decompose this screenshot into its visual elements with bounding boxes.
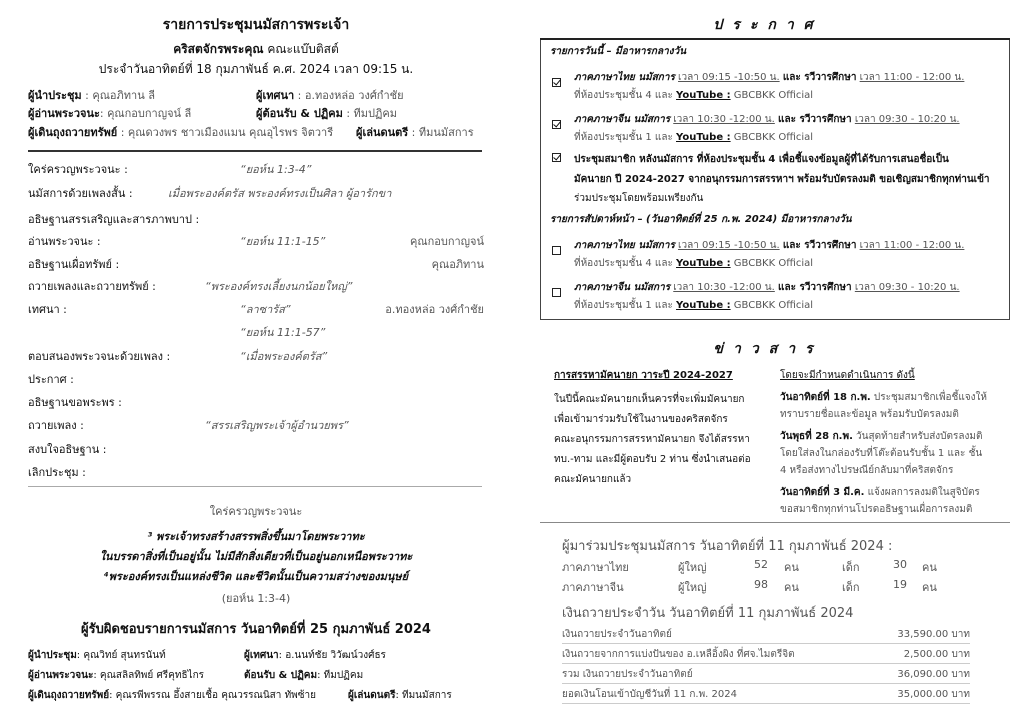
- program-item-label: อธิษฐานสรรเสริญและสารภาพบาป :: [28, 213, 200, 226]
- worship-time: เวลา 10:30 -12:00 น.: [673, 282, 775, 293]
- news-nomination-heading: การสรรหามัคนายก วาระปี 2024-2027: [554, 370, 733, 381]
- next-preacher-row: ผู้เทศนา: อ.นนท์ชัย วิวัฒน์วงศ์ธร: [244, 650, 386, 661]
- offering-amount: 33,590.00 บาท: [897, 629, 970, 640]
- program-item-detail: เมื่อพระองค์ตรัส พระองค์ทรงเป็นศิลา ผู้อารักขา: [168, 187, 392, 200]
- adult-label: ผู้ใหญ่: [678, 561, 707, 574]
- youtube-channel: GBCBKK Official: [730, 132, 814, 143]
- worship-language: ภาคภาษาไทย นมัสการ: [574, 240, 675, 251]
- unit-label: คน: [784, 561, 799, 574]
- youtube-label[interactable]: YouTube :: [676, 300, 731, 311]
- next-welcome-row: ต้อนรับ & ปฏิคม: ทีมปฏิคม: [244, 670, 364, 681]
- meditation-verse-3: ⁴พระองค์ทรงเป็นแหล่งชีวิต และชีวิตนั้นเป็นความสว่างของมนุษย์: [103, 570, 409, 583]
- service-title: รายการประชุมนมัสการพระเจ้า: [162, 17, 350, 33]
- worship-language: ภาคภาษาไทย นมัสการ: [574, 72, 675, 83]
- program-item-detail: “ยอห์น 11:1-15”: [240, 235, 326, 248]
- adult-count: 98: [754, 578, 768, 591]
- program-item-person: คุณอภิทาน: [431, 258, 484, 271]
- divider: [562, 643, 970, 644]
- offering-label: เงินถวายประจำวันอาทิตย์: [562, 629, 672, 640]
- next-reader-row: ผู้อ่านพระวจนะ: คุณสลิลทิพย์ ศรีคุทธิไกร: [28, 670, 204, 681]
- next-music-row: ผู้เล่นดนตรี: ทีมนมัสการ: [348, 690, 452, 701]
- news-title: ข่าวสาร: [713, 341, 823, 357]
- youtube-channel: GBCBKK Official: [730, 300, 814, 311]
- meditation-reference: (ยอห์น 1:3-4): [221, 592, 291, 605]
- offering-amount: 2,500.00 บาท: [903, 649, 970, 660]
- next-leader-row: ผู้นำประชุม: คุณวิทย์ สุนทรนันท์: [28, 650, 166, 661]
- schedule-item: [780, 429, 983, 444]
- announcements-title: ประกาศ: [713, 17, 823, 33]
- schedule-text: ขอสมาชิกทุกท่านโปรดอธิษฐานเผื่อการลงมติ: [780, 504, 973, 515]
- child-label: เด็ก: [842, 561, 860, 574]
- worship-time-line: [574, 112, 960, 127]
- divider: [28, 486, 482, 487]
- program-item-label: อธิษฐานขอพระพร :: [28, 396, 122, 409]
- worship-checkbox: [552, 72, 561, 91]
- checkbox-empty-icon: [552, 246, 561, 255]
- checkbox-empty-icon: [552, 288, 561, 297]
- youtube-label[interactable]: YouTube :: [676, 132, 731, 143]
- worship-time-line: [574, 238, 964, 253]
- sunday-school-label: และ รวีวารศึกษา: [778, 114, 852, 125]
- meditation-heading: ใคร่ครวญพระวจนะ: [209, 505, 303, 518]
- adult-label: ผู้ใหญ่: [678, 581, 707, 594]
- service-date: ประจำวันอาทิตย์ที่ 18 กุมภาพันธ์ ค.ศ. 2024 เวลา 09:15 น.: [98, 62, 414, 76]
- music-row: ผู้เล่นดนตรี : ทีมนมัสการ: [356, 126, 474, 139]
- schedule-text: ทราบรายชื่อและข้อมูล พร้อมรับบัตรลงมติ: [780, 409, 959, 420]
- program-item-detail: “สรรเสริญพระเจ้าผู้อำนวยพร”: [205, 419, 349, 432]
- worship-checkbox: [552, 114, 561, 133]
- worship-place: ที่ห้องประชุมชั้น 1 และ: [574, 300, 677, 311]
- worship-place-line: [574, 130, 813, 145]
- program-item-detail: “เมื่อพระองค์ตรัส”: [240, 350, 328, 363]
- child-count: 19: [893, 578, 907, 591]
- divider: [28, 150, 482, 152]
- worship-place-line: [574, 256, 813, 271]
- program-item-detail: “ยอห์น 1:3-4”: [240, 163, 312, 176]
- checkbox-checked-icon: [552, 153, 561, 162]
- program-item-person: คุณกอบกาญจน์: [410, 235, 484, 248]
- offering-amount: 35,000.00 บาท: [897, 689, 970, 700]
- sunday-school-time: เวลา 11:00 - 12:00 น.: [859, 72, 965, 83]
- sunday-school-time: เวลา 09:30 - 10:20 น.: [854, 282, 960, 293]
- worship-place-line: [574, 298, 813, 313]
- youtube-channel: GBCBKK Official: [730, 258, 814, 269]
- divider: [562, 683, 970, 684]
- schedule-text: แจ้งผลการลงมติในสูจิบัตร: [864, 487, 980, 498]
- next-offering-row: ผู้เดินถุงถวายทรัพย์: คุณรพีพรรณ อึ้งสายเชื้อ คุณวรรณนิสา ทัพซ้าย: [28, 690, 317, 701]
- attendance-group: ภาคภาษาจีน: [562, 581, 624, 594]
- worship-checkbox: [552, 240, 561, 259]
- schedule-text: ประชุมสมาชิกเพื่อชี้แจงให้: [870, 392, 987, 403]
- schedule-text: 4 หรือส่งทางไปรษณีย์กลับมาที่คริสตจักร: [780, 465, 954, 476]
- next-week-heading: รายการสัปดาห์หน้า – (วันอาทิตย์ที่ 25 ก.พ. 2024) มีอาหารกลางวัน: [550, 214, 852, 225]
- attendance-title: ผู้มาร่วมประชุมนมัสการ วันอาทิตย์ที่ 11 กุมภาพันธ์ 2024 :: [562, 539, 893, 554]
- program-item-label: นมัสการด้วยเพลงสั้น :: [28, 187, 133, 200]
- offering-title: เงินถวายประจำวัน วันอาทิตย์ที่ 11 กุมภาพันธ์ 2024: [562, 606, 854, 621]
- announcements-column: [512, 0, 1024, 725]
- program-item-detail: “ลาซารัส”: [240, 303, 291, 316]
- offering-row: ผู้เดินถุงถวายทรัพย์ : คุณดวงพร ชาวเมืองแมน คุณอุไรพร จิตวารี: [28, 126, 334, 139]
- adult-count: 52: [754, 558, 768, 571]
- news-nomination-line: ทบ.-ทาม และมีผู้ตอบรับ 2 ท่าน ซึ่งนำเสนอต่อ: [554, 454, 751, 465]
- youtube-label[interactable]: YouTube :: [676, 90, 731, 101]
- preacher-row: ผู้เทศนา : อ.ทองหล่อ วงศ์กำชัย: [256, 89, 404, 102]
- member-meeting-line-2: มัคนายก ปี 2024-2027 จากอนุกรรมการสรรหาฯ พร้อมรับบัตรลงมติ ขอเชิญสมาชิกทุกท่านเข้า: [574, 174, 990, 185]
- youtube-label[interactable]: YouTube :: [676, 258, 731, 269]
- youtube-channel: GBCBKK Official: [730, 90, 814, 101]
- program-item-label: ถวายเพลง :: [28, 419, 84, 432]
- sunday-school-time: เวลา 11:00 - 12:00 น.: [859, 240, 965, 251]
- reader-row: ผู้อ่านพระวจนะ: คุณกอบกาญจน์ ลี: [28, 107, 192, 120]
- schedule-date: วันอาทิตย์ที่ 18 ก.พ.: [780, 392, 871, 403]
- sunday-school-label: และ รวีวารศึกษา: [782, 240, 857, 251]
- program-item-label: สงบใจอธิษฐาน :: [28, 443, 107, 456]
- sunday-school-label: และ รวีวารศึกษา: [782, 72, 857, 83]
- worship-checkbox: [552, 282, 561, 301]
- worship-place: ที่ห้องประชุมชั้น 4 และ: [574, 90, 677, 101]
- news-nomination-line: คณะอนุกรรมการสรรหามัคนายก จึงได้สรรหา: [554, 434, 750, 445]
- divider: [562, 663, 970, 664]
- worship-place: ที่ห้องประชุมชั้น 1 และ: [574, 132, 677, 143]
- program-item-label: ใคร่ครวญพระวจนะ :: [28, 163, 128, 176]
- news-nomination-line: คณะมัคนายกแล้ว: [554, 474, 632, 485]
- program-item-detail: “พระองค์ทรงเลี้ยงนกน้อยใหญ่”: [205, 280, 353, 293]
- schedule-item: [780, 485, 980, 500]
- news-nomination-line: เพื่อเข้ามาร่วมรับใช้ในงานของคริสตจักร: [554, 414, 728, 425]
- today-heading: รายการวันนี้ – มีอาหารกลางวัน: [550, 46, 687, 57]
- worship-place: ที่ห้องประชุมชั้น 4 และ: [574, 258, 677, 269]
- church-name: คริสตจักรพระคุณ คณะแบ๊บติสต์: [173, 42, 339, 56]
- checkbox-checked-icon: [552, 78, 561, 87]
- next-week-title: ผู้รับผิดชอบรายการนมัสการ วันอาทิตย์ที่ 25 กุมภาพันธ์ 2024: [81, 622, 431, 637]
- attendance-group: ภาคภาษาไทย: [562, 561, 629, 574]
- program-item-label: อธิษฐานเผื่อทรัพย์ :: [28, 258, 120, 271]
- member-meeting-check: [552, 152, 561, 163]
- unit-label: คน: [922, 561, 937, 574]
- program-item-label: อ่านพระวจนะ :: [28, 235, 101, 248]
- schedule-text: โดยใส่ลงในกล่องรับที่โต๊ะต้อนรับชั้น 1 และ ชั้น: [780, 448, 983, 459]
- sunday-school-time: เวลา 09:30 - 10:20 น.: [854, 114, 960, 125]
- welcome-row: ผู้ต้อนรับ & ปฏิคม : ทีมปฏิคม: [256, 107, 398, 120]
- schedule-date: วันพุธที่ 28 ก.พ.: [780, 431, 853, 442]
- divider: [540, 38, 1010, 40]
- offering-amount: 36,090.00 บาท: [897, 669, 970, 680]
- checkbox-checked-icon: [552, 120, 561, 129]
- worship-language: ภาคภาษาจีน นมัสการ: [574, 282, 671, 293]
- worship-time: เวลา 09:15 -10:50 น.: [678, 72, 780, 83]
- leader-row: ผู้นำประชุม : คุณอภิทาน ลี: [28, 89, 155, 102]
- offering-label: ยอดเงินโอนเข้าบัญชีวันที่ 11 ก.พ. 2024: [562, 689, 737, 700]
- schedule-item: [780, 390, 987, 405]
- news-schedule-heading: โดยจะมีกำหนดดำเนินการ ดังนี้: [780, 370, 915, 381]
- worship-time-line: [574, 280, 960, 295]
- worship-time: เวลา 09:15 -10:50 น.: [678, 240, 780, 251]
- program-item-label: ถวายเพลงและถวายทรัพย์ :: [28, 280, 156, 293]
- worship-language: ภาคภาษาจีน นมัสการ: [574, 114, 671, 125]
- meditation-verse-2: ในบรรดาสิ่งที่เป็นอยู่นั้น ไม่มีสักสิ่งเดียวที่เป็นอยู่นอกเหนือพระวาทะ: [99, 550, 413, 563]
- worship-place-line: [574, 88, 813, 103]
- divider: [540, 522, 1010, 523]
- member-meeting-line-1: ประชุมสมาชิก หลังนมัสการ ที่ห้องประชุมชั้น 4 เพื่อชี้แจงข้อมูลผู้ที่ได้รับการเสนอชื่อเป็น: [574, 154, 949, 165]
- program-item-label: เทศนา :: [28, 303, 67, 316]
- schedule-date: วันอาทิตย์ที่ 3 มี.ค.: [780, 487, 865, 498]
- program-item-label: เลิกประชุม :: [28, 466, 86, 479]
- worship-time-line: [574, 70, 964, 85]
- schedule-text: วันสุดท้ายสำหรับส่งบัตรลงมติ: [852, 431, 983, 442]
- unit-label: คน: [922, 581, 937, 594]
- divider: [562, 703, 970, 704]
- offering-label: เงินถวายจากการแบ่งปันของ อ.เหลือิ้งผิง ที่ศจ.ไมตรีจิต: [562, 649, 795, 660]
- program-item-label: ประกาศ :: [28, 373, 74, 386]
- unit-label: คน: [784, 581, 799, 594]
- news-nomination-line: ในปีนี้คณะมัคนายกเห็นควรที่จะเพิ่มมัคนายก: [554, 394, 745, 405]
- child-label: เด็ก: [842, 581, 860, 594]
- member-meeting-line-3: ร่วมประชุมโดยพร้อมเพรียงกัน: [574, 193, 704, 204]
- program-item-label: ตอบสนองพระวจนะด้วยเพลง :: [28, 350, 171, 363]
- offering-label: รวม เงินถวายประจำวันอาทิตย์: [562, 669, 693, 680]
- sunday-school-label: และ รวีวารศึกษา: [778, 282, 852, 293]
- worship-time: เวลา 10:30 -12:00 น.: [673, 114, 775, 125]
- meditation-verse-1: ³ พระเจ้าทรงสร้างสรรพสิ่งขึ้นมาโดยพระวาทะ: [147, 530, 365, 543]
- program-item-person: อ.ทองหล่อ วงศ์กำชัย: [385, 303, 484, 316]
- program-item-detail: “ยอห์น 11:1-57”: [240, 326, 326, 339]
- child-count: 30: [893, 558, 907, 571]
